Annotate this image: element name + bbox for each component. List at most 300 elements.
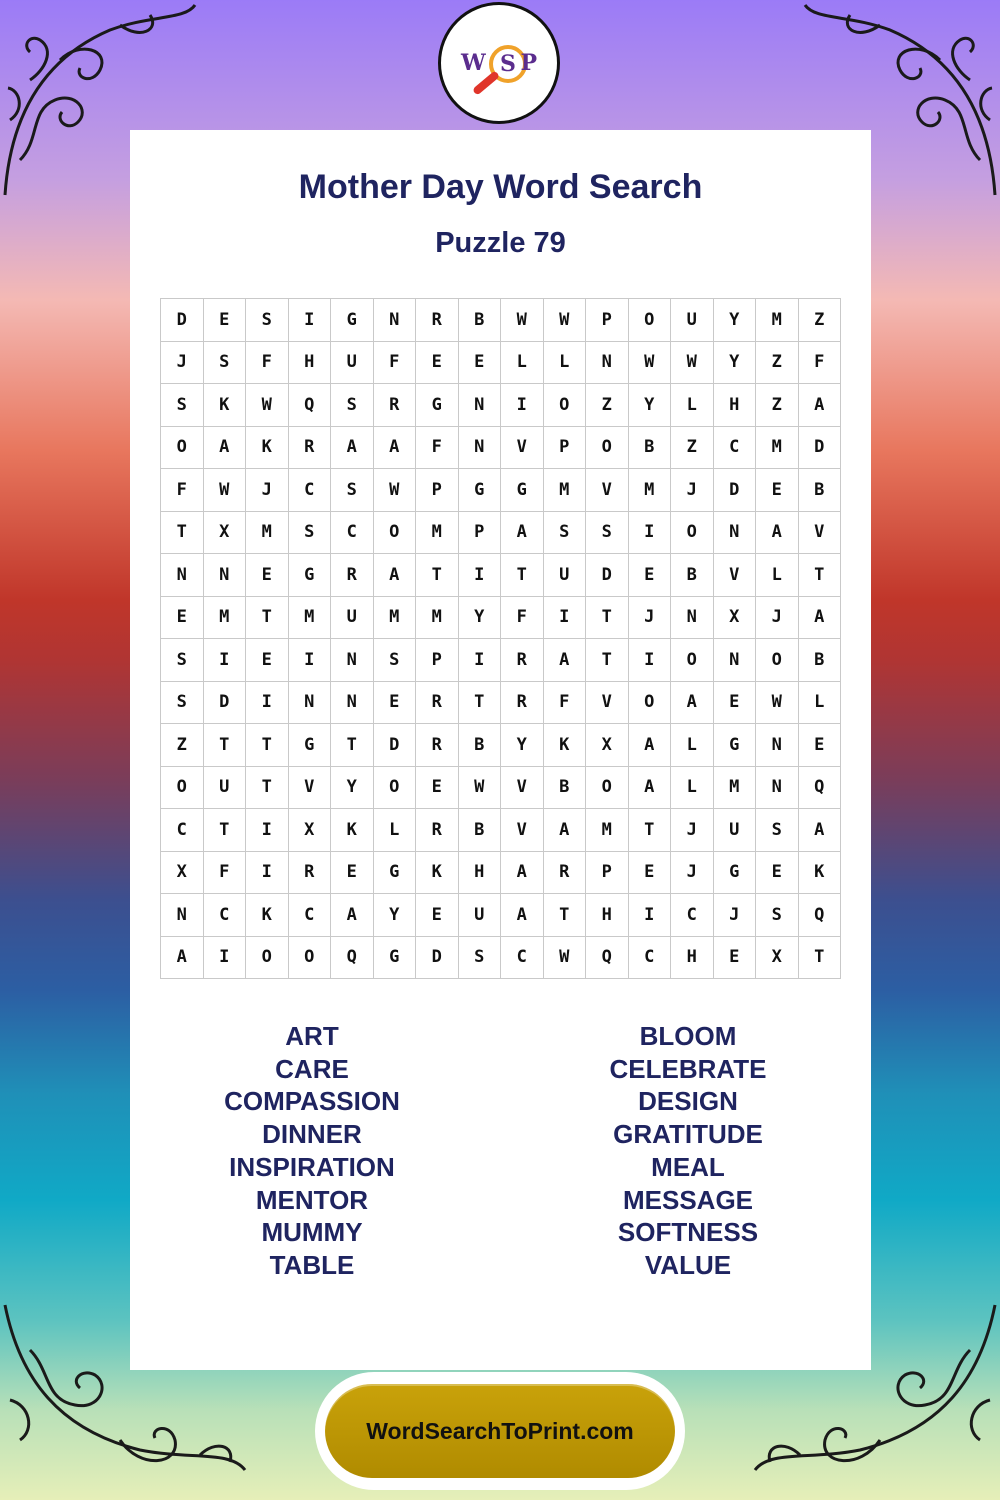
grid-cell[interactable]: E <box>416 894 459 937</box>
grid-cell[interactable]: O <box>373 766 416 809</box>
grid-cell[interactable]: P <box>416 469 459 512</box>
grid-cell[interactable]: J <box>671 469 714 512</box>
grid-cell[interactable]: T <box>543 894 586 937</box>
logo-letter-w: W <box>461 50 486 76</box>
grid-cell[interactable]: L <box>671 384 714 427</box>
grid-cell[interactable]: E <box>798 724 841 767</box>
grid-cell[interactable]: A <box>161 936 204 979</box>
logo-letter-s: S <box>489 45 527 83</box>
grid-cell[interactable]: C <box>331 511 374 554</box>
word-list-item: TABLE <box>269 1249 355 1280</box>
grid-cell[interactable]: M <box>756 299 799 342</box>
grid-cell[interactable]: N <box>458 384 501 427</box>
grid-cell[interactable]: J <box>671 809 714 852</box>
grid-cell[interactable]: N <box>713 639 756 682</box>
grid-cell[interactable]: J <box>628 596 671 639</box>
grid-cell[interactable]: U <box>458 894 501 937</box>
grid-cell[interactable]: M <box>756 426 799 469</box>
word-list-right <box>538 1020 838 1282</box>
grid-cell[interactable]: R <box>416 299 459 342</box>
grid-cell[interactable]: B <box>628 426 671 469</box>
grid-cell[interactable]: T <box>246 724 289 767</box>
word-list-item: GRATITUDE <box>613 1119 763 1150</box>
grid-cell[interactable]: Q <box>798 894 841 937</box>
grid-cell[interactable]: G <box>288 724 331 767</box>
grid-cell[interactable]: E <box>628 851 671 894</box>
grid-cell[interactable]: A <box>756 511 799 554</box>
grid-cell[interactable]: N <box>373 299 416 342</box>
grid-cell[interactable]: O <box>161 426 204 469</box>
grid-cell[interactable]: M <box>203 596 246 639</box>
grid-cell[interactable]: E <box>246 554 289 597</box>
grid-cell[interactable]: T <box>458 681 501 724</box>
grid-cell[interactable]: O <box>671 639 714 682</box>
grid-cell[interactable]: B <box>458 299 501 342</box>
grid-cell[interactable]: G <box>501 469 544 512</box>
grid-cell[interactable]: S <box>373 639 416 682</box>
grid-cell[interactable]: P <box>586 299 629 342</box>
grid-cell[interactable]: M <box>416 511 459 554</box>
word-list-item: MESSAGE <box>622 1184 754 1215</box>
grid-cell[interactable]: X <box>161 851 204 894</box>
logo-letter-p: P <box>520 50 537 76</box>
grid-cell[interactable]: S <box>161 681 204 724</box>
grid-cell[interactable]: V <box>501 809 544 852</box>
grid-cell[interactable]: R <box>416 724 459 767</box>
grid-cell[interactable]: R <box>288 426 331 469</box>
grid-cell[interactable]: X <box>586 724 629 767</box>
grid-cell[interactable]: Y <box>713 299 756 342</box>
grid-row <box>161 724 841 767</box>
grid-cell[interactable]: V <box>586 681 629 724</box>
grid-cell[interactable]: T <box>416 554 459 597</box>
grid-cell[interactable]: K <box>246 426 289 469</box>
grid-cell[interactable]: E <box>756 469 799 512</box>
grid-cell[interactable]: H <box>288 341 331 384</box>
grid-cell[interactable]: Y <box>458 596 501 639</box>
grid-cell[interactable]: P <box>543 426 586 469</box>
grid-cell[interactable]: J <box>756 596 799 639</box>
grid-cell[interactable]: D <box>203 681 246 724</box>
grid-cell[interactable]: C <box>161 809 204 852</box>
grid-cell[interactable]: U <box>203 766 246 809</box>
grid-cell[interactable]: D <box>713 469 756 512</box>
grid-cell[interactable]: X <box>203 511 246 554</box>
grid-row <box>161 426 841 469</box>
grid-cell[interactable]: J <box>713 894 756 937</box>
grid-cell[interactable]: A <box>798 596 841 639</box>
grid-cell[interactable]: F <box>161 469 204 512</box>
grid-cell[interactable]: A <box>628 724 671 767</box>
grid-cell[interactable]: K <box>416 851 459 894</box>
grid-cell[interactable]: A <box>501 894 544 937</box>
grid-cell[interactable]: G <box>373 851 416 894</box>
grid-row <box>161 554 841 597</box>
grid-cell[interactable]: R <box>288 851 331 894</box>
grid-cell[interactable]: E <box>756 851 799 894</box>
grid-cell[interactable]: T <box>586 596 629 639</box>
grid-cell[interactable]: L <box>756 554 799 597</box>
grid-cell[interactable]: D <box>416 936 459 979</box>
grid-cell[interactable]: A <box>798 809 841 852</box>
grid-cell[interactable]: S <box>203 341 246 384</box>
grid-cell[interactable]: S <box>331 384 374 427</box>
grid-cell[interactable]: T <box>246 766 289 809</box>
grid-cell[interactable]: C <box>288 469 331 512</box>
grid-cell[interactable]: F <box>798 341 841 384</box>
grid-cell[interactable]: T <box>586 639 629 682</box>
grid-cell[interactable]: I <box>628 511 671 554</box>
word-list-left <box>162 1020 462 1282</box>
grid-cell[interactable]: A <box>798 384 841 427</box>
grid-cell[interactable]: N <box>161 894 204 937</box>
grid-cell[interactable]: J <box>246 469 289 512</box>
grid-cell[interactable]: W <box>458 766 501 809</box>
grid-cell[interactable]: Q <box>798 766 841 809</box>
word-list-item: MUMMY <box>261 1217 363 1248</box>
grid-cell[interactable]: I <box>628 639 671 682</box>
grid-cell[interactable]: K <box>331 809 374 852</box>
grid-row <box>161 766 841 809</box>
word-list-item: CARE <box>275 1053 349 1084</box>
grid-cell[interactable]: O <box>373 511 416 554</box>
grid-cell[interactable]: H <box>671 936 714 979</box>
grid-cell[interactable]: L <box>543 341 586 384</box>
grid-cell[interactable]: R <box>373 384 416 427</box>
grid-cell[interactable]: Y <box>331 766 374 809</box>
grid-cell[interactable]: L <box>798 681 841 724</box>
grid-cell[interactable]: Y <box>501 724 544 767</box>
grid-cell[interactable]: Q <box>288 384 331 427</box>
grid-cell[interactable]: E <box>713 936 756 979</box>
grid-cell[interactable]: B <box>798 639 841 682</box>
grid-cell[interactable]: I <box>501 384 544 427</box>
grid-cell[interactable]: N <box>756 724 799 767</box>
grid-cell[interactable]: G <box>713 851 756 894</box>
grid-cell[interactable]: S <box>543 511 586 554</box>
word-list-item: MEAL <box>651 1151 725 1182</box>
grid-cell[interactable]: O <box>246 936 289 979</box>
grid-cell[interactable]: M <box>288 596 331 639</box>
grid-cell[interactable]: X <box>756 936 799 979</box>
grid-cell[interactable]: Z <box>756 384 799 427</box>
grid-cell[interactable]: B <box>543 766 586 809</box>
grid-cell[interactable]: Y <box>373 894 416 937</box>
grid-cell[interactable]: E <box>246 639 289 682</box>
grid-cell[interactable]: I <box>458 554 501 597</box>
grid-cell[interactable]: K <box>543 724 586 767</box>
grid-cell[interactable]: W <box>543 299 586 342</box>
grid-cell[interactable]: M <box>628 469 671 512</box>
grid-row <box>161 469 841 512</box>
grid-cell[interactable]: O <box>756 639 799 682</box>
grid-cell[interactable]: U <box>543 554 586 597</box>
grid-cell[interactable]: F <box>416 426 459 469</box>
grid-cell[interactable]: H <box>458 851 501 894</box>
grid-cell[interactable]: I <box>288 299 331 342</box>
word-list-item: COMPASSION <box>224 1086 400 1117</box>
grid-cell[interactable]: A <box>501 511 544 554</box>
grid-cell[interactable]: E <box>713 681 756 724</box>
grid-cell[interactable]: V <box>501 766 544 809</box>
grid-cell[interactable]: F <box>501 596 544 639</box>
grid-cell[interactable]: Z <box>671 426 714 469</box>
site-link-button[interactable]: WordSearchToPrint.com <box>325 1384 675 1478</box>
grid-cell[interactable]: A <box>331 426 374 469</box>
grid-cell[interactable]: S <box>756 894 799 937</box>
grid-cell[interactable]: I <box>628 894 671 937</box>
grid-cell[interactable]: D <box>586 554 629 597</box>
grid-cell[interactable]: O <box>628 299 671 342</box>
grid-cell[interactable]: M <box>543 469 586 512</box>
grid-cell[interactable]: I <box>203 639 246 682</box>
grid-cell[interactable]: N <box>458 426 501 469</box>
grid-cell[interactable]: T <box>501 554 544 597</box>
grid-cell[interactable]: M <box>586 809 629 852</box>
puzzle-card <box>130 130 871 1370</box>
grid-cell[interactable]: P <box>458 511 501 554</box>
grid-cell[interactable]: R <box>501 639 544 682</box>
grid-cell[interactable]: Z <box>798 299 841 342</box>
grid-cell[interactable]: U <box>331 596 374 639</box>
grid-cell[interactable]: M <box>416 596 459 639</box>
grid-row <box>161 681 841 724</box>
grid-cell[interactable]: F <box>246 341 289 384</box>
grid-row <box>161 511 841 554</box>
grid-cell[interactable]: S <box>246 299 289 342</box>
grid-cell[interactable]: W <box>246 384 289 427</box>
grid-cell[interactable]: S <box>458 936 501 979</box>
grid-cell[interactable]: R <box>543 851 586 894</box>
grid-cell[interactable]: L <box>501 341 544 384</box>
grid-cell[interactable]: Z <box>161 724 204 767</box>
grid-cell[interactable]: L <box>373 809 416 852</box>
grid-cell[interactable]: U <box>713 809 756 852</box>
grid-row <box>161 384 841 427</box>
grid-cell[interactable]: F <box>543 681 586 724</box>
grid-cell[interactable]: V <box>501 426 544 469</box>
grid-cell[interactable]: N <box>331 681 374 724</box>
grid-cell[interactable]: E <box>161 596 204 639</box>
grid-cell[interactable]: I <box>203 936 246 979</box>
grid-cell[interactable]: B <box>458 724 501 767</box>
grid-row <box>161 851 841 894</box>
grid-cell[interactable]: Y <box>628 384 671 427</box>
grid-cell[interactable]: V <box>798 511 841 554</box>
grid-cell[interactable]: T <box>246 596 289 639</box>
grid-cell[interactable]: Y <box>713 341 756 384</box>
grid-cell[interactable]: B <box>458 809 501 852</box>
grid-cell[interactable]: C <box>501 936 544 979</box>
grid-cell[interactable]: E <box>416 766 459 809</box>
grid-cell[interactable]: G <box>331 299 374 342</box>
grid-cell[interactable]: R <box>501 681 544 724</box>
grid-cell[interactable]: N <box>331 639 374 682</box>
grid-cell[interactable]: M <box>246 511 289 554</box>
grid-cell[interactable]: X <box>713 596 756 639</box>
grid-cell[interactable]: F <box>203 851 246 894</box>
word-list-item: BLOOM <box>639 1021 737 1051</box>
grid-cell[interactable]: B <box>671 554 714 597</box>
grid-cell[interactable]: A <box>203 426 246 469</box>
grid-cell[interactable]: R <box>331 554 374 597</box>
grid-cell[interactable]: A <box>543 809 586 852</box>
grid-cell[interactable]: L <box>671 766 714 809</box>
grid-cell[interactable]: M <box>713 766 756 809</box>
grid-cell[interactable]: W <box>203 469 246 512</box>
grid-cell[interactable]: I <box>246 809 289 852</box>
logo-letters <box>449 33 549 93</box>
grid-row <box>161 596 841 639</box>
grid-cell[interactable]: C <box>713 426 756 469</box>
grid-cell[interactable]: I <box>246 681 289 724</box>
grid-cell[interactable]: A <box>331 894 374 937</box>
grid-cell[interactable]: W <box>543 936 586 979</box>
grid-cell[interactable]: O <box>586 766 629 809</box>
grid-cell[interactable]: T <box>798 554 841 597</box>
grid-cell[interactable]: A <box>543 639 586 682</box>
grid-cell[interactable]: G <box>713 724 756 767</box>
word-list-item: MENTOR <box>255 1184 369 1215</box>
grid-cell[interactable]: S <box>161 639 204 682</box>
grid-cell[interactable]: K <box>798 851 841 894</box>
site-logo[interactable] <box>438 2 560 124</box>
word-list-item: CELEBRATE <box>609 1053 767 1084</box>
grid-cell[interactable]: F <box>373 341 416 384</box>
grid-row <box>161 809 841 852</box>
grid-cell[interactable]: D <box>798 426 841 469</box>
grid-cell[interactable]: N <box>671 596 714 639</box>
grid-cell[interactable]: C <box>671 894 714 937</box>
grid-cell[interactable]: K <box>203 384 246 427</box>
grid-cell[interactable]: G <box>373 936 416 979</box>
grid-cell[interactable]: Q <box>586 936 629 979</box>
grid-cell[interactable]: N <box>161 554 204 597</box>
grid-cell[interactable]: W <box>671 341 714 384</box>
grid-cell[interactable]: J <box>161 341 204 384</box>
grid-cell[interactable]: R <box>416 681 459 724</box>
grid-row <box>161 341 841 384</box>
grid-cell[interactable]: D <box>161 299 204 342</box>
grid-cell[interactable]: H <box>713 384 756 427</box>
grid-cell[interactable]: X <box>288 809 331 852</box>
grid-cell[interactable]: G <box>288 554 331 597</box>
word-list-item: INSPIRATION <box>229 1151 395 1182</box>
grid-cell[interactable]: N <box>203 554 246 597</box>
word-list-item: SOFTNESS <box>617 1217 759 1248</box>
grid-cell[interactable]: S <box>331 469 374 512</box>
grid-cell[interactable]: W <box>628 341 671 384</box>
grid-cell[interactable]: C <box>628 936 671 979</box>
grid-cell[interactable]: N <box>756 766 799 809</box>
grid-cell[interactable]: N <box>713 511 756 554</box>
page-title: Mother Day Word Search <box>298 168 703 206</box>
grid-cell[interactable]: N <box>586 341 629 384</box>
grid-cell[interactable]: O <box>543 384 586 427</box>
word-list-item: DINNER <box>262 1119 362 1150</box>
grid-cell[interactable]: T <box>161 511 204 554</box>
grid-cell[interactable]: G <box>458 469 501 512</box>
grid-row <box>161 299 841 342</box>
grid-cell[interactable]: O <box>161 766 204 809</box>
grid-cell[interactable]: I <box>246 851 289 894</box>
grid-cell[interactable]: S <box>756 809 799 852</box>
grid-cell[interactable]: I <box>543 596 586 639</box>
grid-cell[interactable]: A <box>501 851 544 894</box>
word-list-item: DESIGN <box>638 1086 738 1117</box>
grid-cell[interactable]: S <box>586 511 629 554</box>
grid-cell[interactable]: W <box>501 299 544 342</box>
grid-cell[interactable]: T <box>331 724 374 767</box>
grid-cell[interactable]: V <box>586 469 629 512</box>
grid-cell[interactable]: A <box>671 681 714 724</box>
grid-cell[interactable]: K <box>246 894 289 937</box>
grid-cell[interactable]: L <box>671 724 714 767</box>
grid-cell[interactable]: E <box>628 554 671 597</box>
grid-cell[interactable]: S <box>161 384 204 427</box>
letter-grid <box>160 298 841 979</box>
grid-cell[interactable]: A <box>373 426 416 469</box>
grid-cell[interactable]: U <box>331 341 374 384</box>
grid-cell[interactable]: A <box>628 766 671 809</box>
grid-row <box>161 936 841 979</box>
grid-row <box>161 639 841 682</box>
grid-cell[interactable]: B <box>798 469 841 512</box>
grid-cell[interactable]: P <box>586 851 629 894</box>
grid-cell[interactable]: E <box>416 341 459 384</box>
grid-cell[interactable]: E <box>203 299 246 342</box>
grid-cell[interactable]: T <box>798 936 841 979</box>
grid-cell[interactable]: Q <box>331 936 374 979</box>
grid-cell[interactable]: P <box>416 639 459 682</box>
grid-cell[interactable]: E <box>373 681 416 724</box>
grid-cell[interactable]: V <box>288 766 331 809</box>
grid-cell[interactable]: O <box>288 936 331 979</box>
grid-cell[interactable]: W <box>373 469 416 512</box>
grid-cell[interactable]: E <box>458 341 501 384</box>
grid-cell[interactable]: D <box>373 724 416 767</box>
grid-cell[interactable]: O <box>671 511 714 554</box>
grid-cell[interactable]: Z <box>586 384 629 427</box>
grid-cell[interactable]: Z <box>756 341 799 384</box>
grid-cell[interactable]: H <box>586 894 629 937</box>
grid-row <box>161 894 841 937</box>
grid-cell[interactable]: I <box>288 639 331 682</box>
word-list-item: ART <box>285 1021 339 1051</box>
grid-cell[interactable]: S <box>288 511 331 554</box>
grid-cell[interactable]: T <box>203 724 246 767</box>
grid-cell[interactable]: V <box>713 554 756 597</box>
grid-cell[interactable]: R <box>416 809 459 852</box>
word-list-item: VALUE <box>644 1249 732 1280</box>
grid-cell[interactable]: U <box>671 299 714 342</box>
grid-cell[interactable]: O <box>628 681 671 724</box>
grid-cell[interactable]: T <box>203 809 246 852</box>
puzzle-number: Puzzle 79 <box>435 227 566 259</box>
grid-cell[interactable]: N <box>288 681 331 724</box>
grid-cell[interactable]: M <box>373 596 416 639</box>
grid-cell[interactable]: O <box>586 426 629 469</box>
grid-cell[interactable]: E <box>331 851 374 894</box>
grid-cell[interactable]: J <box>671 851 714 894</box>
grid-cell[interactable]: I <box>458 639 501 682</box>
grid-cell[interactable]: W <box>756 681 799 724</box>
grid-cell[interactable]: T <box>628 809 671 852</box>
grid-cell[interactable]: G <box>416 384 459 427</box>
grid-cell[interactable]: C <box>203 894 246 937</box>
grid-cell[interactable]: A <box>373 554 416 597</box>
grid-cell[interactable]: C <box>288 894 331 937</box>
